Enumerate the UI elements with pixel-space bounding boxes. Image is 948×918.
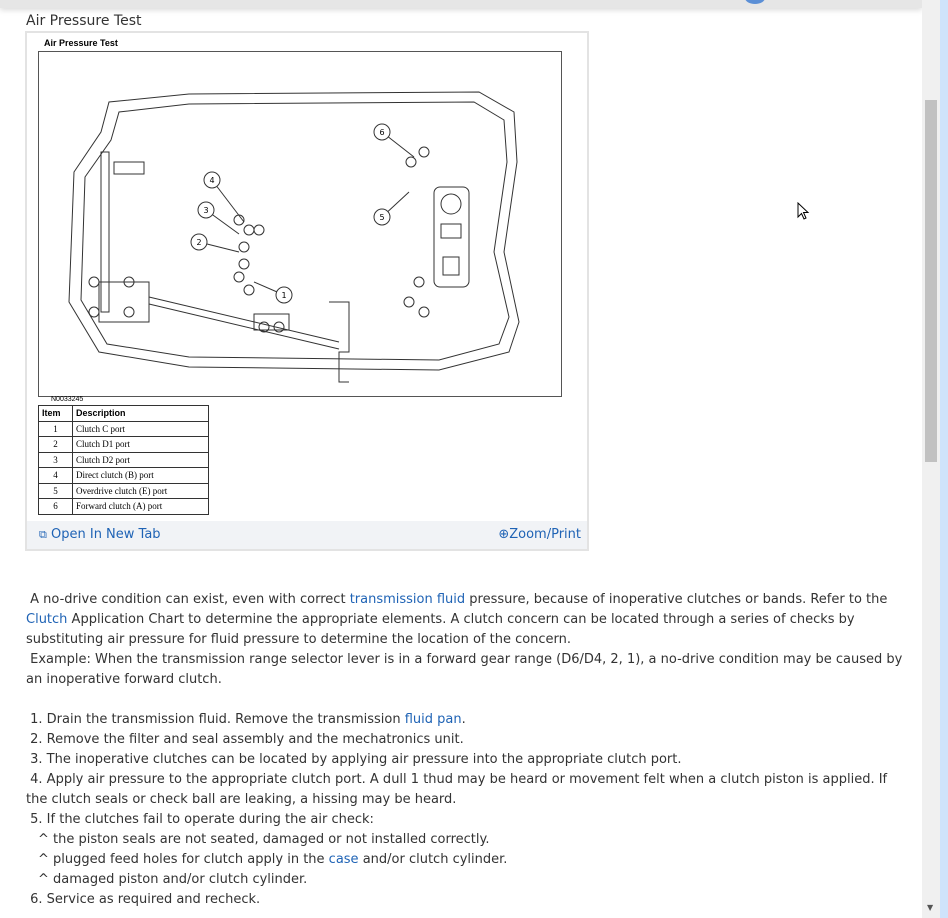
callout-label: 3: [203, 206, 209, 215]
zoom-print-link[interactable]: [498, 527, 581, 542]
fluid-pan-link[interactable]: fluid pan: [404, 712, 462, 727]
mouse-cursor-icon: [797, 202, 811, 222]
text: ^ the piston seals are not seated, damaged or not installed correctly.: [38, 832, 490, 847]
table-row: [39, 437, 209, 453]
port-hole: [419, 147, 429, 157]
figure-footer: [27, 521, 587, 549]
item-desc: Overdrive clutch (E) port: [73, 483, 209, 499]
text: 6. Service as required and recheck.: [30, 892, 261, 907]
item-desc: Clutch D1 port: [73, 437, 209, 453]
text: 4. Apply air pressure to the appropriate clutch port. A dull 1 thud may be heard or movement felt when a clutch piston is applied. If the clutch seals or check ball are leaking, a hissing may be heard.: [26, 772, 888, 807]
step-6: [26, 890, 906, 910]
step-3: [26, 750, 906, 770]
page-title: Air Pressure Test: [26, 13, 142, 29]
scroll-down-icon[interactable]: ▼: [927, 903, 934, 912]
transmission-fluid-link[interactable]: transmission fluid: [349, 592, 466, 607]
article-body: [26, 590, 906, 910]
step-1: [26, 710, 906, 730]
text: ^ plugged feed holes for clutch apply in the: [38, 852, 329, 867]
port-hole: [234, 272, 244, 282]
item-num: 3: [39, 452, 73, 468]
scrollbar-thumb[interactable]: [925, 100, 937, 462]
step-2: [26, 730, 906, 750]
figure-code: N0033245: [51, 396, 84, 403]
callout-label: 6: [379, 128, 385, 137]
zoom-icon: ⊕: [498, 527, 510, 542]
clutch-link[interactable]: Clutch: [26, 612, 68, 627]
port-hole: [239, 259, 249, 269]
text: .: [461, 712, 466, 727]
callout-label: 1: [281, 291, 287, 300]
case-link[interactable]: case: [328, 852, 359, 867]
port-hole: [414, 277, 424, 287]
port-hole: [239, 242, 249, 252]
col-item: Item: [39, 406, 73, 422]
top-toolbar: [0, 0, 922, 8]
vertical-scrollbar[interactable]: [922, 0, 940, 918]
item-desc: Forward clutch (A) port: [73, 499, 209, 515]
table-row: [39, 421, 209, 437]
item-num: 2: [39, 437, 73, 453]
text: 2. Remove the filter and seal assembly and the mechatronics unit.: [30, 732, 464, 747]
callout-label: 5: [379, 213, 385, 222]
text: 3. The inoperative clutches can be located by applying air pressure into the appropriate clutch port.: [30, 752, 682, 767]
item-desc: Clutch C port: [73, 421, 209, 437]
port-hole: [244, 225, 254, 235]
open-tab-icon: ⧉: [39, 528, 47, 541]
item-desc: Clutch D2 port: [73, 452, 209, 468]
text: 1. Drain the transmission fluid. Remove the transmission: [30, 712, 405, 727]
text: Application Chart to determine the appropriate elements. A clutch concern can be located through a series of checks by substituting air pressure for fluid pressure to determine the location of the concern.: [26, 612, 855, 647]
port-hole: [124, 307, 134, 317]
toolbar-button[interactable]: [745, 0, 765, 4]
port-hole: [89, 277, 99, 287]
port-hole: [419, 307, 429, 317]
zoom-print-label: Zoom/Print: [509, 527, 581, 542]
item-num: 1: [39, 421, 73, 437]
callout-label: 4: [209, 176, 215, 185]
bullet-3: [26, 870, 906, 890]
transmission-diagram: [38, 51, 562, 403]
open-in-new-tab-link[interactable]: [39, 527, 161, 542]
item-num: 4: [39, 468, 73, 484]
step-5: [26, 810, 906, 830]
table-row: [39, 499, 209, 515]
text: and/or clutch cylinder.: [358, 852, 508, 867]
port-hole: [89, 307, 99, 317]
port-hole: [404, 297, 414, 307]
paragraph-intro: [26, 590, 906, 650]
callout-label: 2: [196, 238, 202, 247]
item-num: 6: [39, 499, 73, 515]
figure-panel: [25, 31, 589, 551]
bullet-1: [26, 830, 906, 850]
item-num: 5: [39, 483, 73, 499]
port-hole: [406, 157, 416, 167]
table-row: [39, 452, 209, 468]
figure-title: Air Pressure Test: [44, 38, 118, 48]
text: Example: When the transmission range selector lever is in a forward gear range (D6/D4, 2, 1), a no-drive condition may be caused by an inoperative forward clutch.: [26, 652, 903, 687]
legend-table: [38, 405, 209, 515]
window-edge: [940, 0, 948, 918]
table-row: [39, 468, 209, 484]
port-hole: [254, 225, 264, 235]
text: A no-drive condition can exist, even with correct: [30, 592, 350, 607]
item-desc: Direct clutch (B) port: [73, 468, 209, 484]
open-tab-label: Open In New Tab: [51, 527, 161, 542]
step-4: [26, 770, 906, 810]
paragraph-example: [26, 650, 906, 690]
port-hole: [244, 285, 254, 295]
bullet-2: [26, 850, 906, 870]
text: 5. If the clutches fail to operate during the air check:: [30, 812, 374, 827]
table-row: [39, 483, 209, 499]
text: ^ damaged piston and/or clutch cylinder.: [38, 872, 308, 887]
col-description: Description: [73, 406, 209, 422]
text: pressure, because of inoperative clutches or bands. Refer to the: [465, 592, 888, 607]
